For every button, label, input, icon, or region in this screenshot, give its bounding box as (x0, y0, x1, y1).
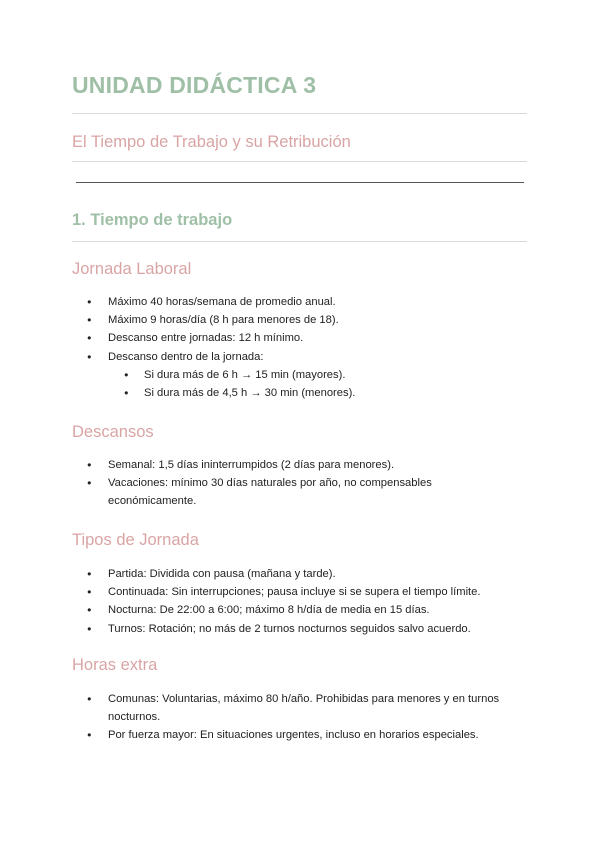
document-title: UNIDAD DIDÁCTICA 3 (72, 72, 317, 98)
title-divider (72, 113, 527, 114)
list-item: ● Vacaciones: mínimo 30 días naturales por año, no compensables económicamente. (72, 474, 527, 510)
list-item: ● Máximo 9 horas/día (8 h para menores de 18). (72, 311, 527, 329)
list-item: ● Partida: Dividida con pausa (mañana y tarde). (72, 565, 527, 583)
list-item: ● Por fuerza mayor: En situaciones urgentes, incluso en horarios especiales. (72, 726, 527, 744)
list-item: ● Continuada: Sin interrupciones; pausa incluye si se supera el tiempo límite. (72, 583, 527, 601)
document-subtitle: El Tiempo de Trabajo y su Retribución (72, 133, 351, 151)
list-item: ● Descanso dentro de la jornada: (72, 348, 527, 366)
list-item: ● Descanso entre jornadas: 12 h mínimo. (72, 329, 527, 347)
sub-list-item: ● Si dura más de 6 h → 15 min (mayores). (72, 366, 527, 384)
list-descansos (72, 456, 527, 511)
heading-jornada-laboral: Jornada Laboral (72, 260, 192, 278)
subtitle-divider (72, 161, 527, 162)
sub-list-item: ● Si dura más de 4,5 h → 30 min (menores). (72, 384, 527, 402)
heading-tipos-de-jornada: Tipos de Jornada (72, 531, 199, 549)
list-horas-extra (72, 690, 527, 745)
list-item: ● Máximo 40 horas/semana de promedio anual. (72, 293, 527, 311)
heading-descansos: Descansos (72, 423, 154, 441)
horizontal-rule (76, 182, 524, 183)
list-jornada-laboral (72, 293, 527, 402)
heading-horas-extra: Horas extra (72, 656, 158, 674)
section-divider (72, 241, 527, 242)
list-item: ● Nocturna: De 22:00 a 6:00; máximo 8 h/día de media en 15 días. (72, 601, 527, 619)
list-item: ● Comunas: Voluntarias, máximo 80 h/año. Prohibidas para menores y en turnos nocturnos. (72, 690, 527, 726)
list-item: ● Turnos: Rotación; no más de 2 turnos nocturnos seguidos salvo acuerdo. (72, 620, 527, 638)
list-tipos-de-jornada (72, 565, 527, 638)
list-item: ● Semanal: 1,5 días ininterrumpidos (2 días para menores). (72, 456, 527, 474)
section-heading: 1. Tiempo de trabajo (72, 211, 233, 229)
